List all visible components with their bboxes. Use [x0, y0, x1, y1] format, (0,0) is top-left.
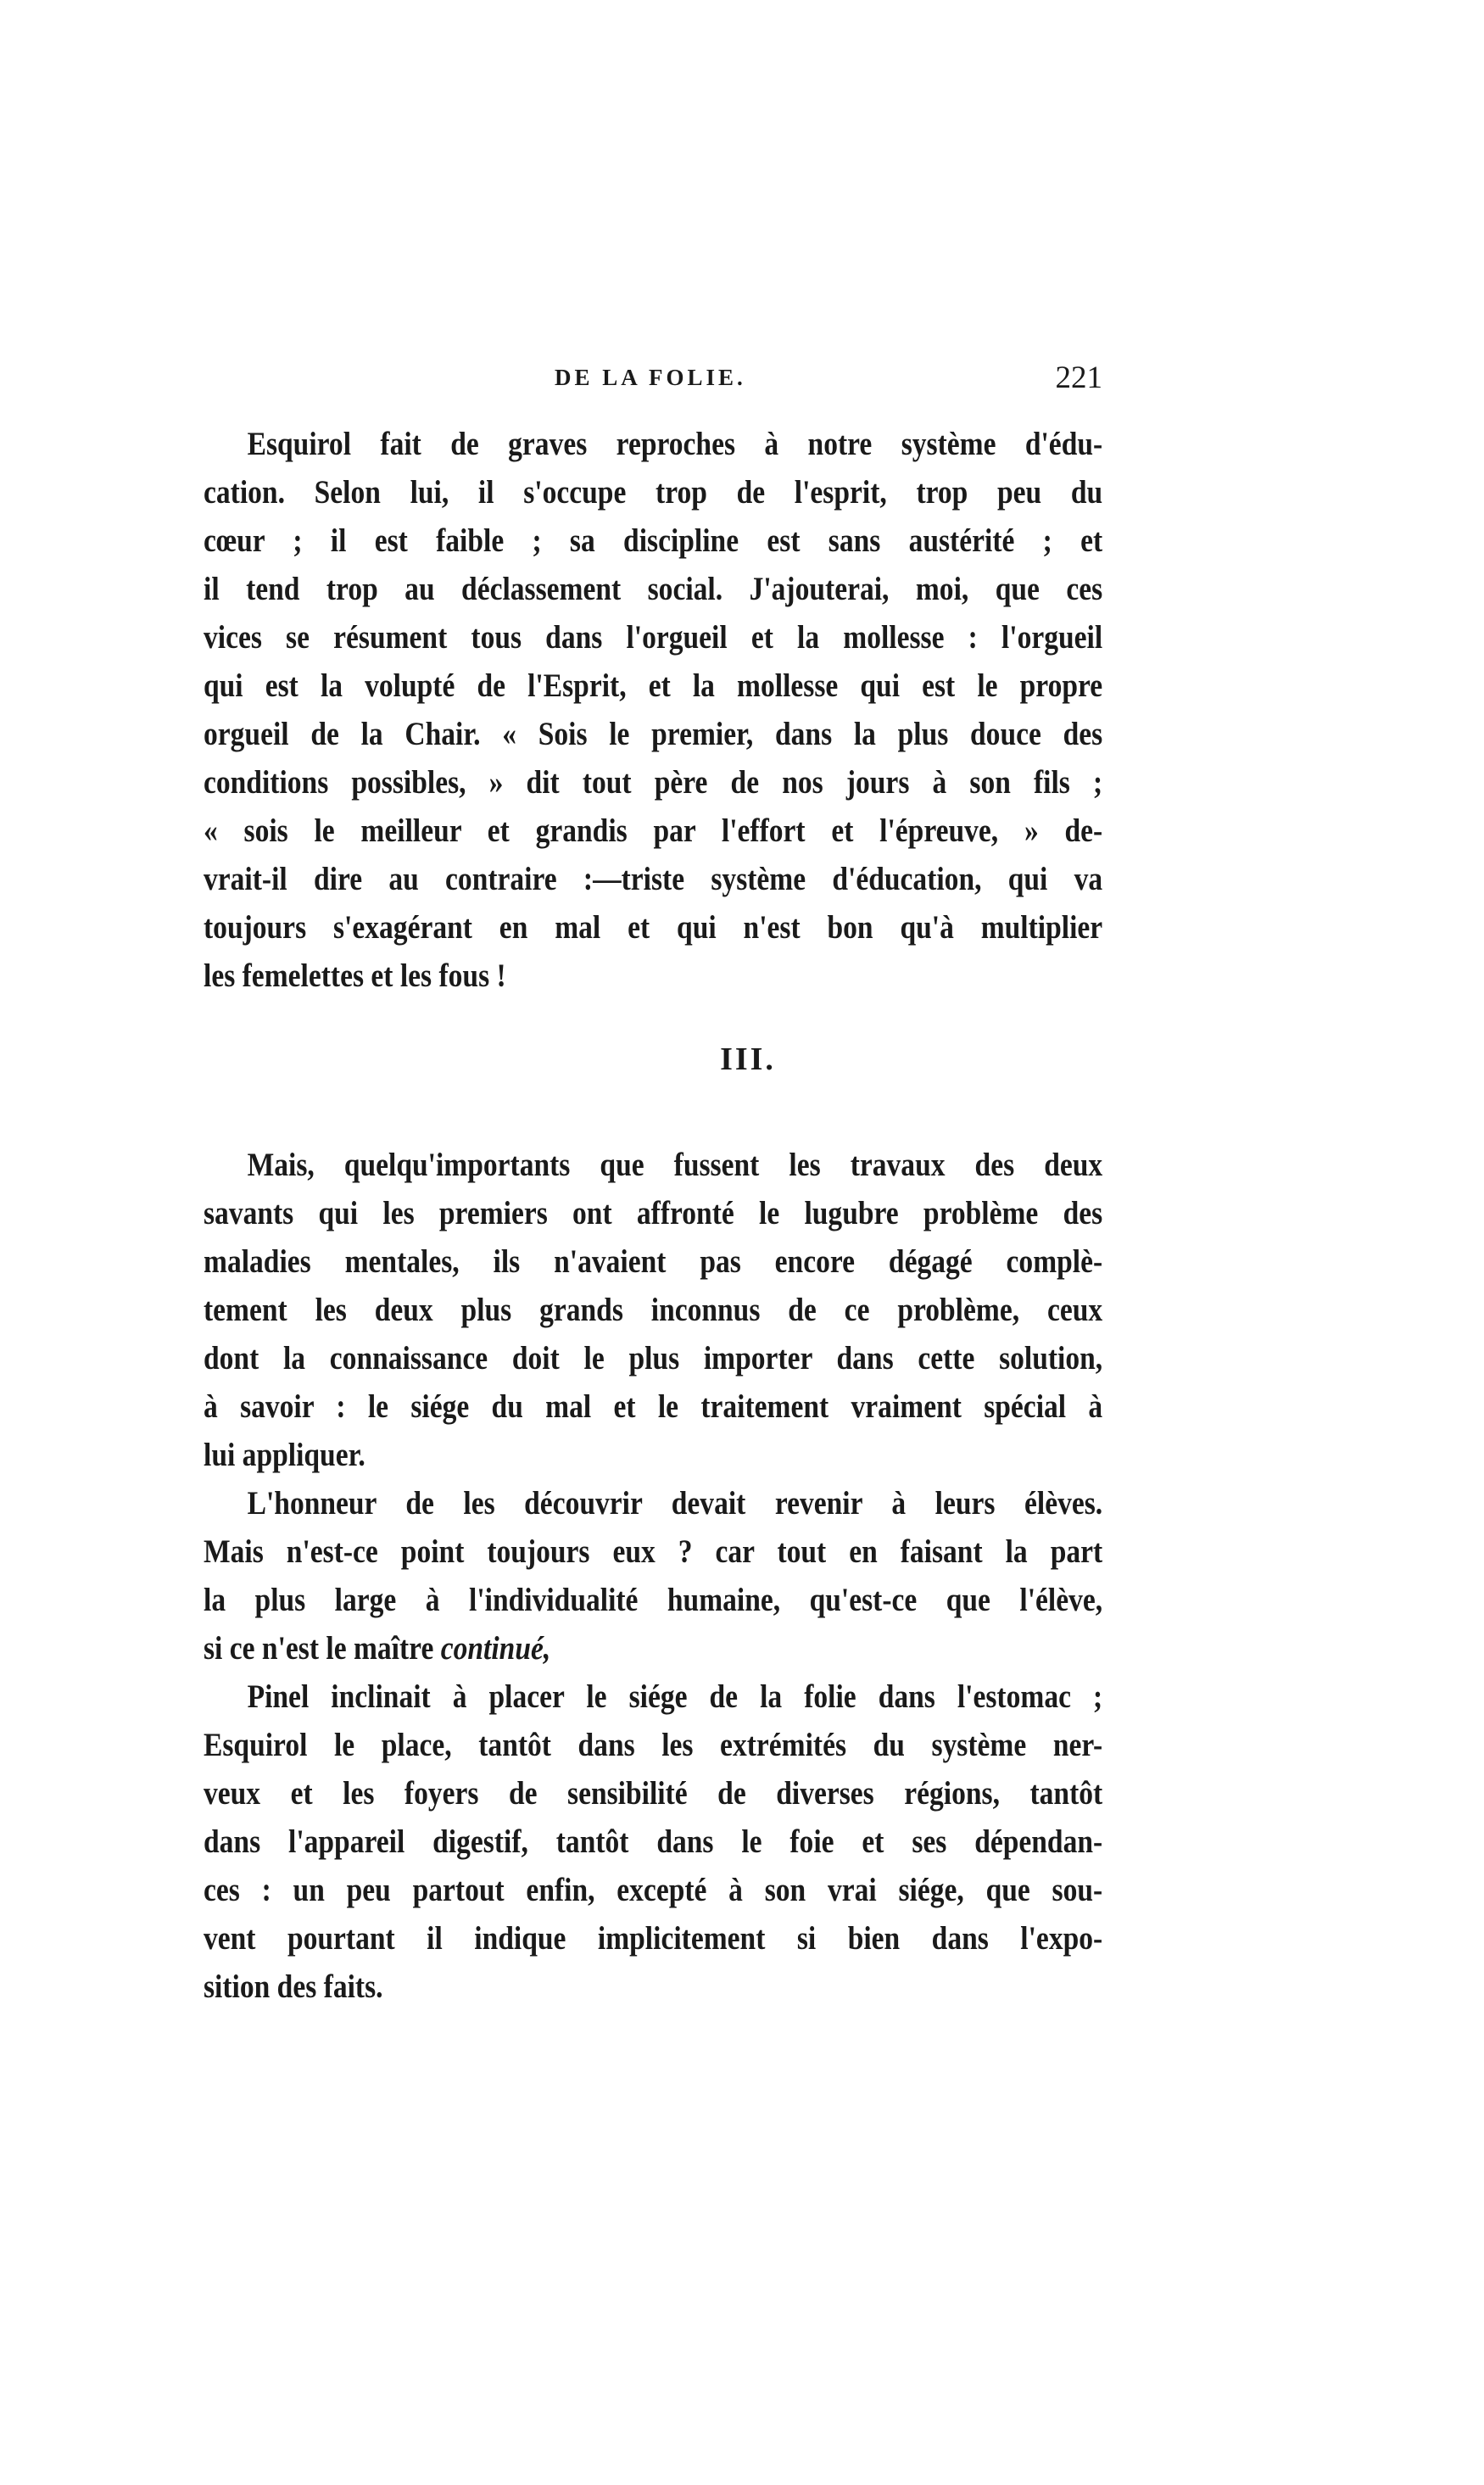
- text-line: vent pourtant il indique implicitement si bien dans l'expo-: [204, 1920, 1103, 1957]
- text-line: dans l'appareil digestif, tantôt dans le foie et ses dépendan-: [204, 1823, 1103, 1860]
- text-line: [204, 1624, 1102, 1672]
- text-line: il tend trop au déclassement social. J'ajouterai, moi, que ces: [204, 571, 1103, 607]
- text-line: Mais n'est-ce point toujours eux ? car tout en faisant la part: [204, 1533, 1103, 1570]
- text-line: vrait-il dire au contraire :—triste système d'éducation, qui va: [204, 861, 1103, 897]
- text-line: maladies mentales, ils n'avaient pas encore dégagé complè-: [204, 1243, 1103, 1280]
- text-line: les femelettes et les fous !: [204, 958, 506, 994]
- text-line: savants qui les premiers ont affronté le lugubre problème des: [204, 1195, 1103, 1231]
- text-line: toujours s'exagérant en mal et qui n'est bon qu'à multiplier: [204, 909, 1103, 946]
- paragraph-1: [204, 420, 1102, 1000]
- text-line: cation. Selon lui, il s'occupe trop de l'esprit, trop peu du: [204, 474, 1103, 511]
- page-number: 221: [1055, 360, 1102, 395]
- paragraph-2: [204, 1141, 1102, 1479]
- paragraph-3: [204, 1479, 1102, 1672]
- text-line: ces : un peu partout enfin, excepté à son vrai siége, que sou-: [204, 1872, 1103, 1908]
- text-line: sition des faits.: [204, 1968, 383, 2005]
- text-line: veux et les foyers de sensibilité de diverses régions, tantôt: [204, 1775, 1103, 1812]
- text-line: vices se résument tous dans l'orgueil et la mollesse : l'orgueil: [204, 619, 1103, 656]
- running-title: DE LA FOLIE.: [555, 365, 746, 390]
- text-line: la plus large à l'individualité humaine, qu'est-ce que l'élève,: [204, 1582, 1103, 1618]
- text-line: Esquirol le place, tantôt dans les extrémités du système ner-: [204, 1727, 1103, 1763]
- text-line: qui est la volupté de l'Esprit, et la mollesse qui est le propre: [204, 667, 1103, 704]
- text-line: « sois le meilleur et grandis par l'effort et l'épreuve, » de-: [204, 813, 1103, 849]
- text-line: Pinel inclinait à placer le siége de la folie dans l'estomac ;: [247, 1678, 1103, 1715]
- text-line: à savoir : le siége du mal et le traitement vraiment spécial à: [204, 1388, 1103, 1425]
- text-line: orgueil de la Chair. « Sois le premier, dans la plus douce des: [204, 716, 1103, 752]
- section-heading: III.: [720, 1041, 776, 1077]
- text-line: lui appliquer.: [204, 1437, 365, 1473]
- text-line: L'honneur de les découvrir devait revenir à leurs élèves.: [247, 1485, 1103, 1522]
- text-line: Esquirol fait de graves reproches à notre système d'édu-: [247, 426, 1103, 462]
- text-line: conditions possibles, » dit tout père de nos jours à son fils ;: [204, 764, 1103, 801]
- text-line: dont la connaissance doit le plus importer dans cette solution,: [204, 1340, 1103, 1377]
- text-line: tement les deux plus grands inconnus de ce problème, ceux: [204, 1292, 1103, 1328]
- text-run: si ce n'est le maître: [204, 1630, 441, 1667]
- running-head: [204, 360, 1102, 416]
- text-line: cœur ; il est faible ; sa discipline est sans austérité ; et: [204, 522, 1103, 559]
- paragraph-4: [204, 1672, 1102, 2011]
- italic-word: continué,: [440, 1630, 551, 1667]
- text-line: Mais, quelqu'importants que fussent les travaux des deux: [247, 1147, 1103, 1183]
